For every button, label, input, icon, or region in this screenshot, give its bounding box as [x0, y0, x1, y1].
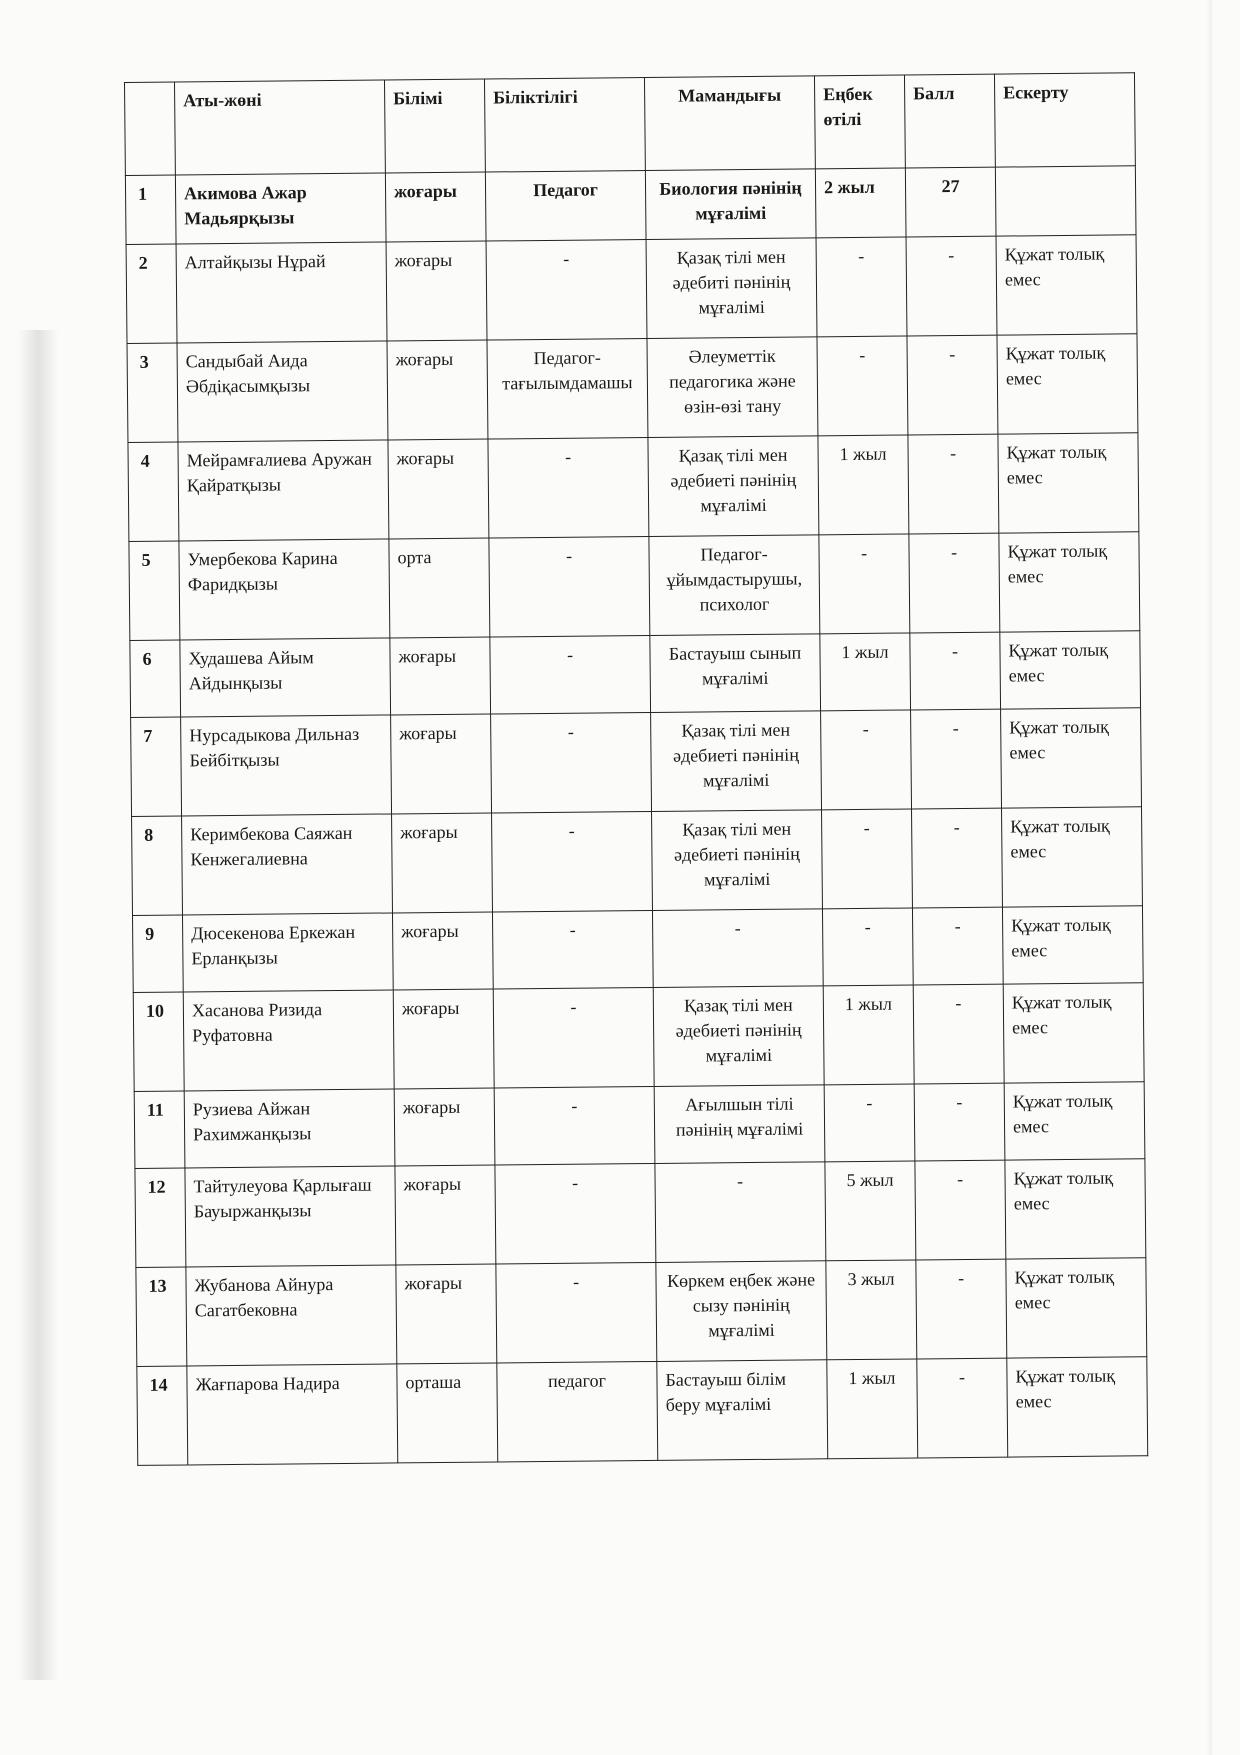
row-specialty: -	[652, 909, 823, 988]
row-experience: 3 жыл	[826, 1260, 917, 1360]
header-note: Ескерту	[994, 73, 1135, 167]
row-note	[995, 166, 1136, 236]
row-education: жоғары	[396, 1264, 497, 1364]
row-experience: -	[822, 809, 913, 909]
row-name: Алтайқызы Нұрай	[176, 242, 387, 343]
header-specialty: Мамандығы	[644, 76, 815, 171]
row-num: 12	[135, 1168, 186, 1267]
row-score: -	[908, 434, 999, 534]
row-name: Нурсадыкова Дильназ Бейбітқызы	[181, 715, 392, 816]
row-qualification: -	[488, 437, 649, 538]
row-specialty: Қазақ тілі мен әдебиті пәнінің мұғалімі	[646, 238, 817, 339]
row-name: Тайтулеуова Қарлығаш Бауыржанқызы	[185, 1166, 396, 1267]
table-row	[128, 433, 1139, 542]
row-num: 5	[129, 541, 180, 640]
row-qualification: -	[494, 1086, 655, 1165]
row-qualification: Педагог	[485, 170, 646, 241]
row-score: -	[907, 335, 998, 435]
row-experience: 2 жыл	[815, 168, 906, 238]
row-note: Құжат толық емес	[1000, 631, 1141, 709]
table-row	[136, 1258, 1147, 1367]
row-experience: -	[824, 1084, 915, 1162]
row-qualification: -	[491, 712, 652, 813]
row-note: Құжат толық емес	[1002, 906, 1143, 984]
row-name: Керимбекова Саяжан Кенжегалиевна	[182, 814, 393, 915]
row-name: Жубанова Айнура Сагатбековна	[186, 1265, 397, 1366]
row-qualification: -	[495, 1163, 656, 1264]
row-num: 9	[133, 915, 184, 992]
row-qualification: -	[490, 635, 651, 714]
row-qualification: -	[493, 987, 654, 1088]
table-row	[134, 1082, 1145, 1169]
row-score: -	[910, 632, 1001, 710]
row-education: жоғары	[393, 989, 494, 1089]
row-note: Құжат толық емес	[996, 235, 1137, 335]
row-score: 27	[905, 167, 996, 237]
row-note: Құжат толық емес	[998, 433, 1139, 533]
row-education: жоғары	[394, 1088, 495, 1166]
table-row	[127, 334, 1138, 443]
row-experience: -	[819, 534, 910, 634]
row-specialty: Биология пәнінің мұғалімі	[645, 169, 816, 240]
row-note: Құжат толық емес	[1002, 807, 1143, 907]
table-row	[129, 532, 1140, 641]
row-score: -	[911, 709, 1002, 809]
table-row	[126, 235, 1137, 344]
table-row	[125, 166, 1136, 245]
row-name: Хасанова Ризида Руфатовна	[183, 990, 394, 1091]
row-education: жоғары	[392, 912, 493, 990]
row-specialty: Қазақ тілі мен әдебиеті пәнінің мұғалімі	[651, 711, 822, 812]
row-score: -	[909, 533, 1000, 633]
row-education: жоғары	[395, 1165, 496, 1265]
row-name: Умербекова Карина Фаридқызы	[179, 539, 390, 640]
row-score: -	[912, 907, 1003, 985]
row-specialty: -	[655, 1162, 826, 1263]
row-experience: -	[816, 237, 907, 337]
row-num: 14	[137, 1366, 188, 1465]
row-education: жоғары	[386, 241, 487, 341]
row-note: Құжат толық емес	[1007, 1357, 1148, 1457]
table-row	[133, 983, 1144, 1092]
row-specialty: Қазақ тілі мен әдебиеті пәнінің мұғалімі	[652, 810, 823, 911]
row-qualification: -	[486, 239, 647, 340]
row-name: Акимова Ажар Мадьярқызы	[175, 173, 386, 244]
row-specialty: Қазақ тілі мен әдебиеті пәнінің мұғалімі	[653, 986, 824, 1087]
row-specialty: Көркем еңбек және сызу пәнінің мұғалімі	[656, 1261, 827, 1362]
row-name: Жағпарова Надира	[187, 1364, 398, 1465]
row-score: -	[913, 984, 1004, 1084]
candidates-table	[124, 72, 1148, 1466]
header-num	[125, 82, 176, 175]
row-qualification: Педагог-тағылымдамашы	[487, 338, 648, 439]
row-num: 6	[130, 640, 181, 717]
header-score: Балл	[904, 74, 995, 168]
table-header-row	[125, 73, 1136, 176]
row-note: Құжат толық емес	[1001, 708, 1142, 808]
row-specialty: Бастауыш сынып мұғалімі	[650, 634, 821, 713]
row-num: 13	[136, 1267, 187, 1366]
row-num: 10	[133, 992, 184, 1091]
row-name: Худашева Айым Айдынқызы	[180, 638, 391, 717]
row-note: Құжат толық емес	[1006, 1258, 1147, 1358]
row-specialty: Педагог-ұйымдастырушы, психолог	[649, 535, 820, 636]
table-row	[135, 1159, 1146, 1268]
header-name: Аты-жөні	[175, 80, 386, 175]
row-specialty: Бастауыш білім беру мұғалімі	[657, 1360, 828, 1461]
row-qualification: -	[496, 1262, 657, 1363]
row-specialty: Әлеуметтік педагогика және өзін-өзі тану	[647, 337, 818, 438]
row-qualification: -	[492, 811, 653, 912]
row-score: -	[915, 1160, 1006, 1260]
table-row	[137, 1357, 1148, 1466]
row-note: Құжат толық емес	[999, 532, 1140, 632]
row-num: 8	[132, 816, 183, 915]
row-education: жоғары	[392, 813, 493, 913]
row-score: -	[914, 1083, 1005, 1161]
row-name: Дюсекенова Еркежан Ерланқызы	[182, 913, 393, 992]
row-experience: -	[817, 336, 908, 436]
row-education: орташа	[397, 1363, 498, 1463]
row-experience: 1 жыл	[827, 1359, 918, 1459]
row-note: Құжат толық емес	[997, 334, 1138, 434]
row-note: Құжат толық емес	[1003, 983, 1144, 1083]
table-row	[132, 807, 1143, 916]
row-num: 7	[131, 717, 182, 816]
row-qualification: -	[489, 536, 650, 637]
table-row	[130, 631, 1141, 718]
row-education: жоғары	[388, 439, 489, 539]
row-score: -	[912, 808, 1003, 908]
row-name: Мейрамғалиева Аружан Қайратқызы	[178, 440, 389, 541]
row-note: Құжат толық емес	[1004, 1082, 1145, 1160]
header-education: Білімі	[384, 79, 485, 173]
page-edge	[1206, 0, 1212, 1755]
row-experience: -	[822, 908, 913, 986]
candidates-table-wrapper	[124, 72, 1148, 1466]
table-row	[133, 906, 1144, 993]
row-experience: 5 жыл	[825, 1161, 916, 1261]
row-note: Құжат толық емес	[1005, 1159, 1146, 1259]
row-num: 1	[125, 175, 176, 244]
row-education: орта	[389, 538, 490, 638]
row-num: 3	[127, 343, 178, 442]
row-num: 11	[134, 1091, 185, 1168]
row-education: жоғары	[385, 172, 486, 242]
row-qualification: -	[492, 910, 653, 989]
row-score: -	[916, 1259, 1007, 1359]
row-qualification: педагог	[497, 1361, 658, 1462]
row-experience: 1 жыл	[818, 435, 909, 535]
row-education: жоғары	[391, 714, 492, 814]
row-experience: 1 жыл	[823, 985, 914, 1085]
row-score: -	[906, 236, 997, 336]
row-score: -	[917, 1358, 1008, 1458]
row-specialty: Қазақ тілі мен әдебиеті пәнінің мұғалімі	[648, 436, 819, 537]
header-qualification: Біліктілігі	[484, 78, 645, 173]
row-num: 2	[126, 244, 177, 343]
row-experience: 1 жыл	[820, 633, 911, 711]
table-row	[131, 708, 1142, 817]
header-experience: Еңбек өтілі	[814, 75, 905, 169]
row-name: Рузиева Айжан Рахимжанқызы	[184, 1089, 395, 1168]
row-specialty: Ағылшын тілі пәнінің мұғалімі	[654, 1085, 825, 1164]
row-num: 4	[128, 442, 179, 541]
row-experience: -	[821, 710, 912, 810]
row-education: жоғары	[387, 340, 488, 440]
row-education: жоғары	[390, 637, 491, 715]
scan-shadow	[18, 330, 58, 1680]
row-name: Сандыбай Аида Әбдіқасымқызы	[177, 341, 388, 442]
